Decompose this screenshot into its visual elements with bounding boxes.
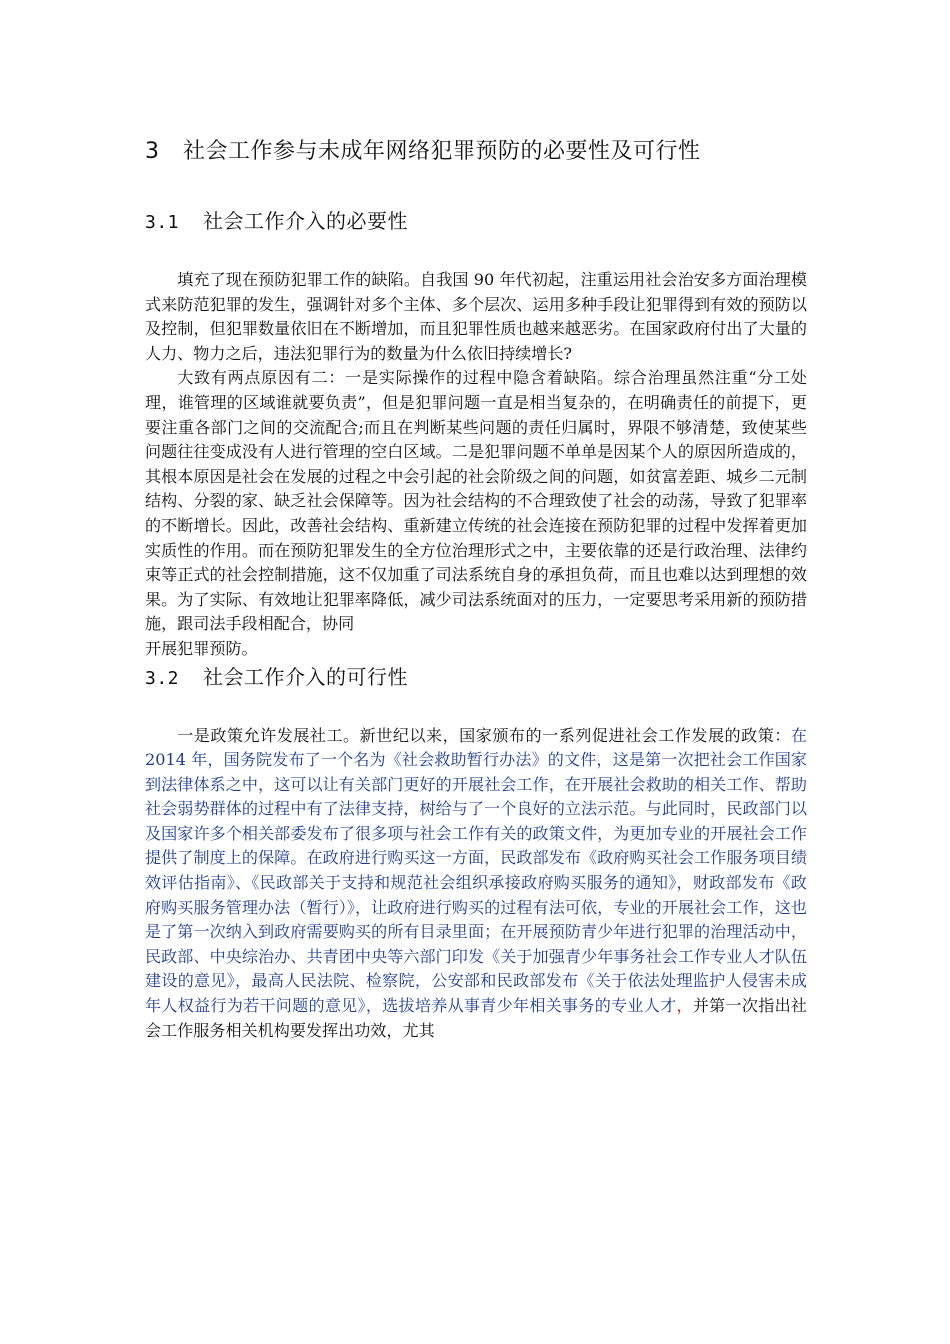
chapter-number: 3 — [145, 139, 160, 164]
paragraph-feasibility-1 — [145, 724, 807, 1044]
chapter-title: 社会工作参与未成年网络犯罪预防的必要性及可行性 — [183, 139, 701, 164]
paragraph-lead-text: 一是政策允许发展社工。新世纪以来，国家颁布的一系列促进社会工作发展的政策： — [177, 725, 791, 745]
section-number: 3.1 — [145, 212, 180, 233]
highlighted-comma: ， — [676, 996, 693, 1016]
paragraph-necessity-2: 大致有两点原因有二：一是实际操作的过程中隐含着缺陷。综合治理虽然注重“分工处理，谁管理的区域谁就要负责”，但是犯罪问题一直是相当复杂的，在明确责任的前提下，更要注重各部门之间的交流配合;而且在判断某些问题的责任归属时，界限不够清楚，致使某些问题往往变成没有人进行管理的空白区域。二是犯罪问题不单单是因某个人的原因所造成的，其根本原因是社会在发展的过程之中会引起的社会阶级之间的问题，如贫富差距、城乡二元制结构、分裂的家、缺乏社会保障等。因为社会结构的不合理致使了社会的动荡，导致了犯罪率的不断增长。因此，改善社会结构、重新建立传统的社会连接在预防犯罪的过程中发挥着更加实质性的作用。而在预防犯罪发生的全方位治理形式之中，主要依靠的还是行政治理、法律约束等正式的社会控制措施，这不仅加重了司法系统自身的承担负荷，而且也难以达到理想的效果。为了实际、有效地让犯罪率降低，减少司法系统面对的压力，一定要思考采用新的预防措施，跟司法手段相配合，协同 — [145, 368, 807, 634]
document-content — [145, 136, 807, 1043]
section-title: 社会工作介入的可行性 — [203, 664, 408, 689]
chapter-heading — [145, 136, 807, 168]
paragraph-necessity-3: 开展犯罪预防。 — [145, 638, 258, 658]
paragraph-tail-text: 并第一次指出社会工作服务相关机构要发挥出功效，尤其 — [145, 996, 808, 1040]
section-heading-3-2 — [145, 662, 807, 694]
paragraph-necessity-1: 填充了现在预防犯罪工作的缺陷。自我国 90 年代初起，注重运用社会治安多方面治理模式来防范犯罪的发生，强调针对多个主体、多个层次、运用多种手段让犯罪得到有效的预防以及控制，但犯罪数量依旧在不断增加，而且犯罪性质也越来越恶劣。在国家政府付出了大量的人力、物力之后，违法犯罪行为的数量为什么依旧持续增长? — [145, 270, 807, 363]
section-title: 社会工作介入的必要性 — [203, 209, 408, 233]
section-heading-3-1 — [145, 206, 807, 238]
highlighted-policy-text: 在 2014 年，国务院发布了一个名为《社会救助暂行办法》的文件，这是第一次把社会工作国家到法律体系之中，这可以让有关部门更好的开展社会工作，在开展社会救助的相关工作、帮助社会弱势群体的过程中有了法律支持，树给与了一个良好的立法示范。与此同时，民政部门以及国家许多个相关部委发布了很多项与社会工作有关的政策文件，为更加专业的开展社会工作提供了制度上的保障。在政府进行购买这一方面，民政部发布《政府购买社会工作服务项目绩效评估指南》、《民政部关于支持和规范社会组织承接政府购买服务的通知》，财政部发布《政府购买服务管理办法（暂行）》，让政府进行购买的过程有法可依，专业的开展社会工作，这也是了第一次纳入到政府需要购买的所有目录里面；在开展预防青少年进行犯罪的治理活动中，民政部、中央综治办、共青团中央等六部门印发《关于加强青少年事务社会工作专业人才队伍建设的意见》，最高人民法院、检察院，公安部和民政部发布《关于依法处理监护人侵害未成年人权益行为若干问题的意见》，选拔培养从事青少年相关事务的专业人才 — [145, 725, 807, 1016]
section-number: 3.2 — [145, 667, 180, 689]
